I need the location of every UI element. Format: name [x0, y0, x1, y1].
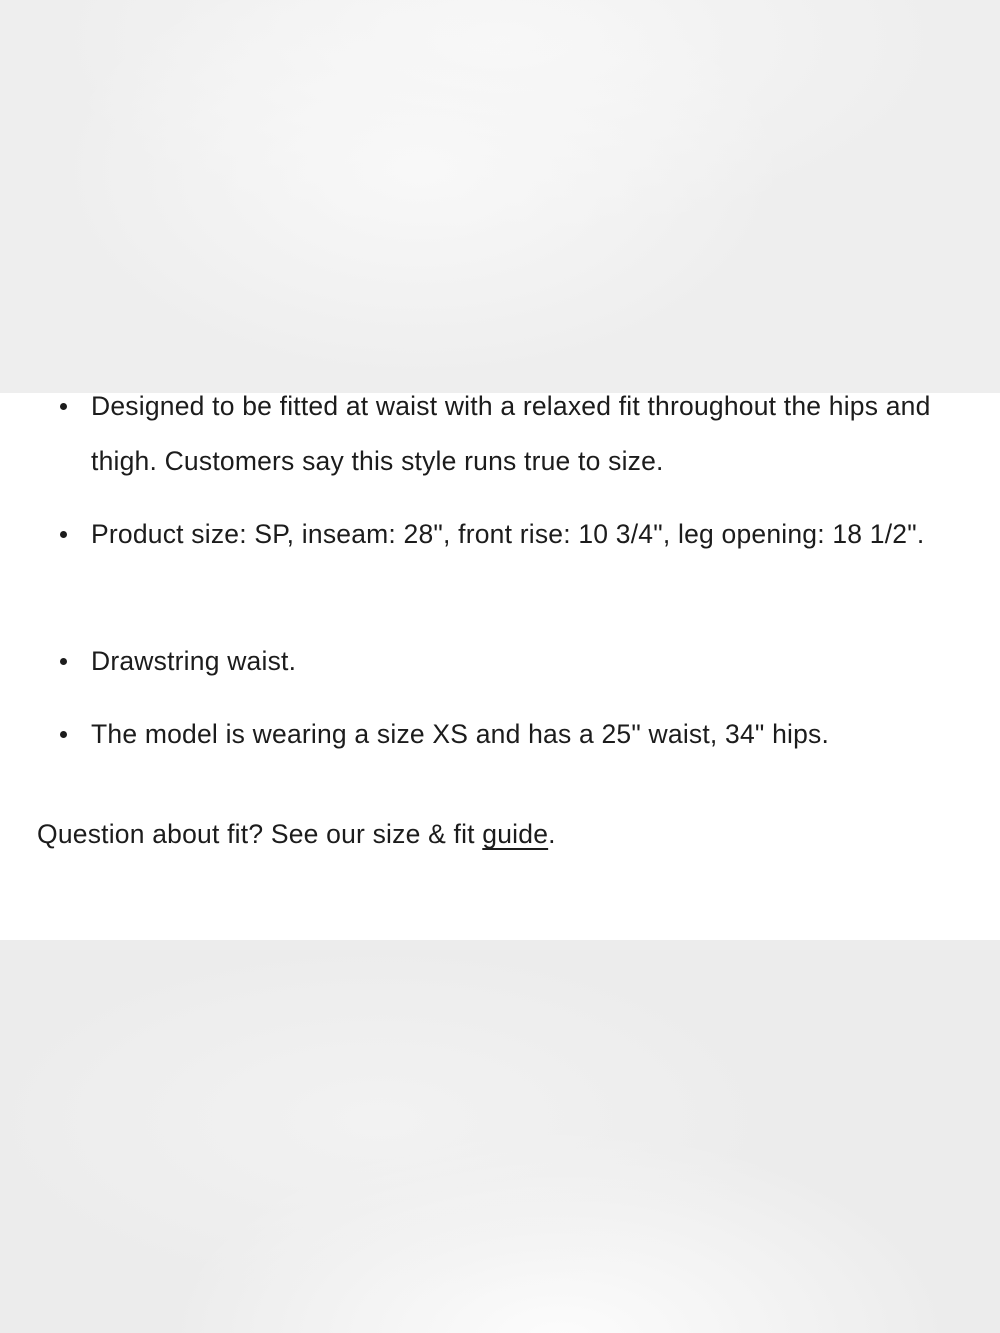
fit-question [37, 807, 556, 862]
bullet-icon [60, 731, 67, 738]
bullet-icon [60, 531, 67, 538]
list-item [91, 379, 971, 489]
list-item-text: Product size: SP, inseam: 28", front rise: 10 3/4", leg opening: 18 1/2". [91, 519, 925, 549]
size-fit-guide-link[interactable]: guide [482, 819, 549, 849]
list-item [91, 707, 971, 762]
list-item [91, 634, 971, 689]
fit-question-period: . [548, 819, 556, 849]
fit-question-text: Question about fit? See our size & fit [37, 819, 483, 849]
list-item [91, 507, 971, 562]
blurred-background-bottom [0, 940, 1000, 1333]
product-details-panel [0, 393, 1000, 940]
list-item-text: Drawstring waist. [91, 646, 297, 676]
list-item-text: The model is wearing a size XS and has a 25" waist, 34" hips. [91, 719, 830, 749]
bullet-icon [60, 658, 67, 665]
bullet-icon [60, 403, 67, 410]
blurred-background-top [0, 0, 1000, 393]
list-item-text: Designed to be fitted at waist with a relaxed fit throughout the hips and thigh. Customers say this style runs true to size. [91, 391, 931, 476]
